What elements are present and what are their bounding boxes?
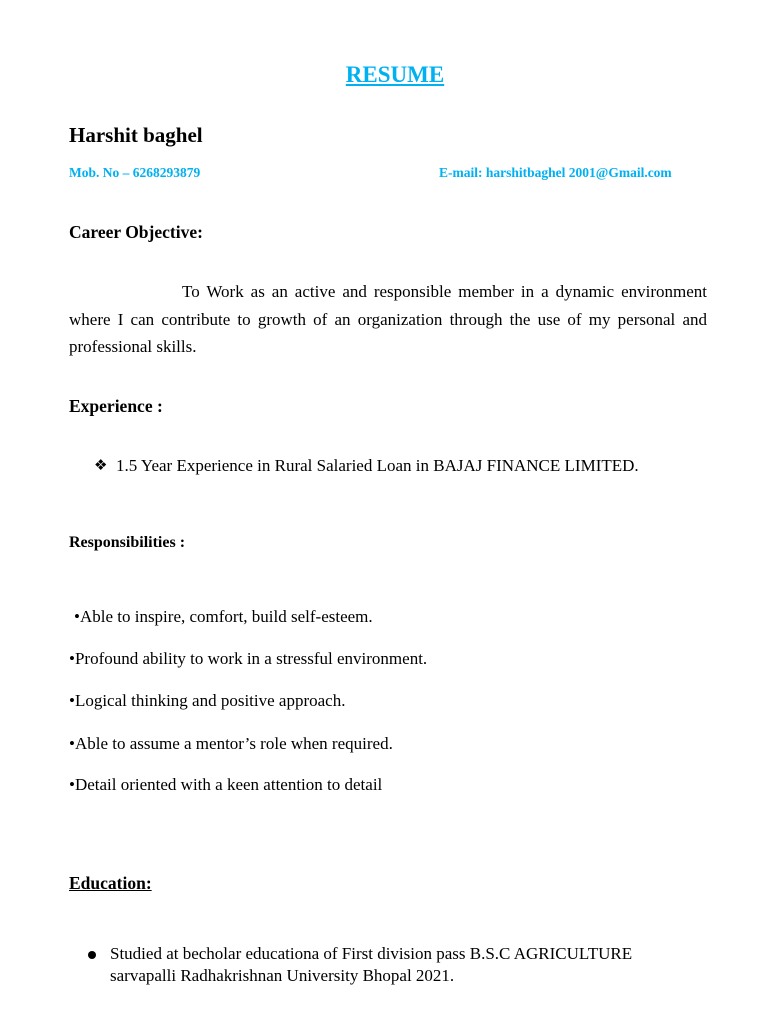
education-item-text: Studied at becholar educationa of First division pass B.S.C AGRICULTURE sarvapalli Radhakrishnan University Bhopal 2021. xyxy=(110,944,633,985)
resume-title: RESUME xyxy=(345,62,445,87)
responsibility-item: •Able to assume a mentor’s role when required. xyxy=(69,734,393,753)
experience-heading: Experience : xyxy=(69,396,163,416)
education-heading: Education: xyxy=(69,873,152,893)
mobile-number: Mob. No – 6268293879 xyxy=(69,165,201,180)
experience-item xyxy=(94,455,654,476)
responsibility-item: •Detail oriented with a keen attention to detail xyxy=(69,775,383,794)
responsibility-item: •Profound ability to work in a stressful environment. xyxy=(69,649,428,668)
diamond-bullet-icon: ❖ xyxy=(94,456,108,474)
responsibility-item: •Logical thinking and positive approach. xyxy=(69,691,346,710)
email-address: E-mail: harshitbaghel 2001@Gmail.com xyxy=(439,165,672,180)
career-objective-heading: Career Objective: xyxy=(69,222,203,242)
education-item xyxy=(88,943,688,987)
responsibilities-heading: Responsibilities : xyxy=(69,534,186,551)
career-objective-text: To Work as an active and responsible member in a dynamic environment where I can contribute to growth of an organization through the use of my personal and professional skills. xyxy=(69,282,707,356)
candidate-name: Harshit baghel xyxy=(69,123,203,147)
round-bullet-icon xyxy=(88,951,96,959)
experience-item-text: 1.5 Year Experience in Rural Salaried Loan in BAJAJ FINANCE LIMITED. xyxy=(116,456,639,475)
responsibility-item: •Able to inspire, comfort, build self-esteem. xyxy=(74,607,373,626)
